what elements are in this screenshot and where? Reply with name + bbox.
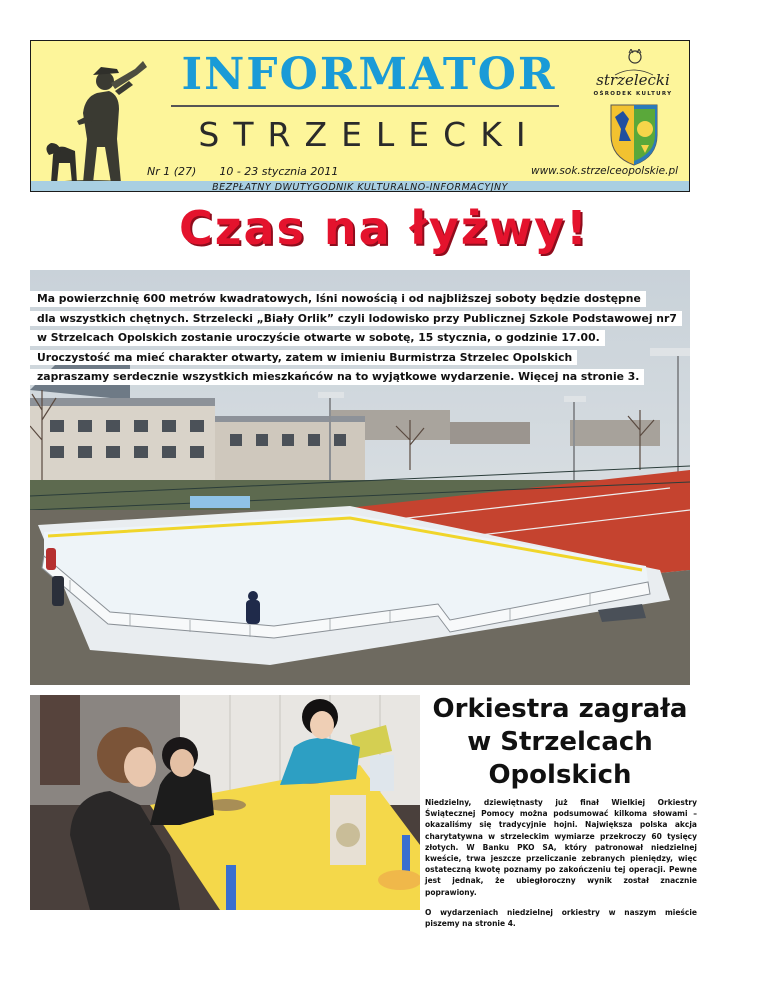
article-title-line: Opolskich <box>488 760 632 790</box>
masthead <box>30 40 690 192</box>
issue-dates: 10 - 23 stycznia 2011 <box>219 165 339 178</box>
issue-number: Nr 1 (27) <box>147 165 197 178</box>
headline: Czas na łyżwy! <box>178 201 590 255</box>
statue-illustration <box>39 51 159 191</box>
lede-line: Ma powierzchnię 600 metrów kwadratowych, lśni nowością i od najbliższej soboty będzie dostępne <box>30 291 646 307</box>
website-link[interactable]: www.sok.strzelceopolskie.pl <box>531 165 679 177</box>
logo-and-coat-of-arms <box>579 49 687 169</box>
lede-line: Uroczystość ma mieć charakter otwarty, zatem w imieniu Burmistrza Strzelec Opolskich <box>30 350 577 366</box>
tagline: BEZPŁATNY DWUTYGODNIK KULTURALNO-INFORMACYJNY <box>212 182 508 192</box>
issue-info <box>147 165 338 178</box>
title-divider <box>171 105 559 107</box>
masthead-title: INFORMATOR <box>181 49 557 100</box>
lede-text <box>30 287 677 385</box>
article-paragraph: O wydarzeniach niedzielnej orkiestry w naszym mieście piszemy na stronie 4. <box>425 907 697 929</box>
article-paragraph: Niedzielny, dziewiętnasty już finał Wielkiej Orkiestry Świątecznej Pomocy można podsumować kilkoma słowami – okazaliśmy się tradycyjnie hojni. Największa polska akcja charytatywna w strzeleckim wymiarze przekroczy 60 tysięcy złotych. W Banku PKO SA, który patronował niedzielnej kweście, trwa jeszcze przeliczanie zebranych pieniędzy, więc ostateczną kwotę poznamy po zakończeniu tej operacji. Pewne jest jednak, że ubiegłoroczny wynik został znacznie poprawiony. <box>425 798 697 897</box>
article-title-line: Orkiestra zagrała <box>432 694 688 724</box>
article-title <box>425 693 695 792</box>
orchestra-photo <box>30 695 420 910</box>
logo-organization: OŚRODEK KULTURY <box>593 91 673 97</box>
lede-line: w Strzelcach Opolskich zostanie uroczyście otwarte w sobotę, 15 stycznia, o godzinie 17.00. <box>30 330 605 346</box>
logo-name: strzelecki <box>596 71 670 89</box>
article-title-line: w Strzelcach <box>467 727 653 757</box>
article-body <box>425 797 697 938</box>
masthead-subtitle: STRZELECKI <box>198 115 540 154</box>
lede-line: dla wszystkich chętnych. Strzelecki „Biały Orlik” czyli lodowisko przy Publicznej Szkole Podstawowej nr7 <box>30 311 682 327</box>
lede-line: zapraszamy serdecznie wszystkich mieszkańców na to wyjątkowe wydarzenie. Więcej na stronie 3. <box>30 369 644 385</box>
